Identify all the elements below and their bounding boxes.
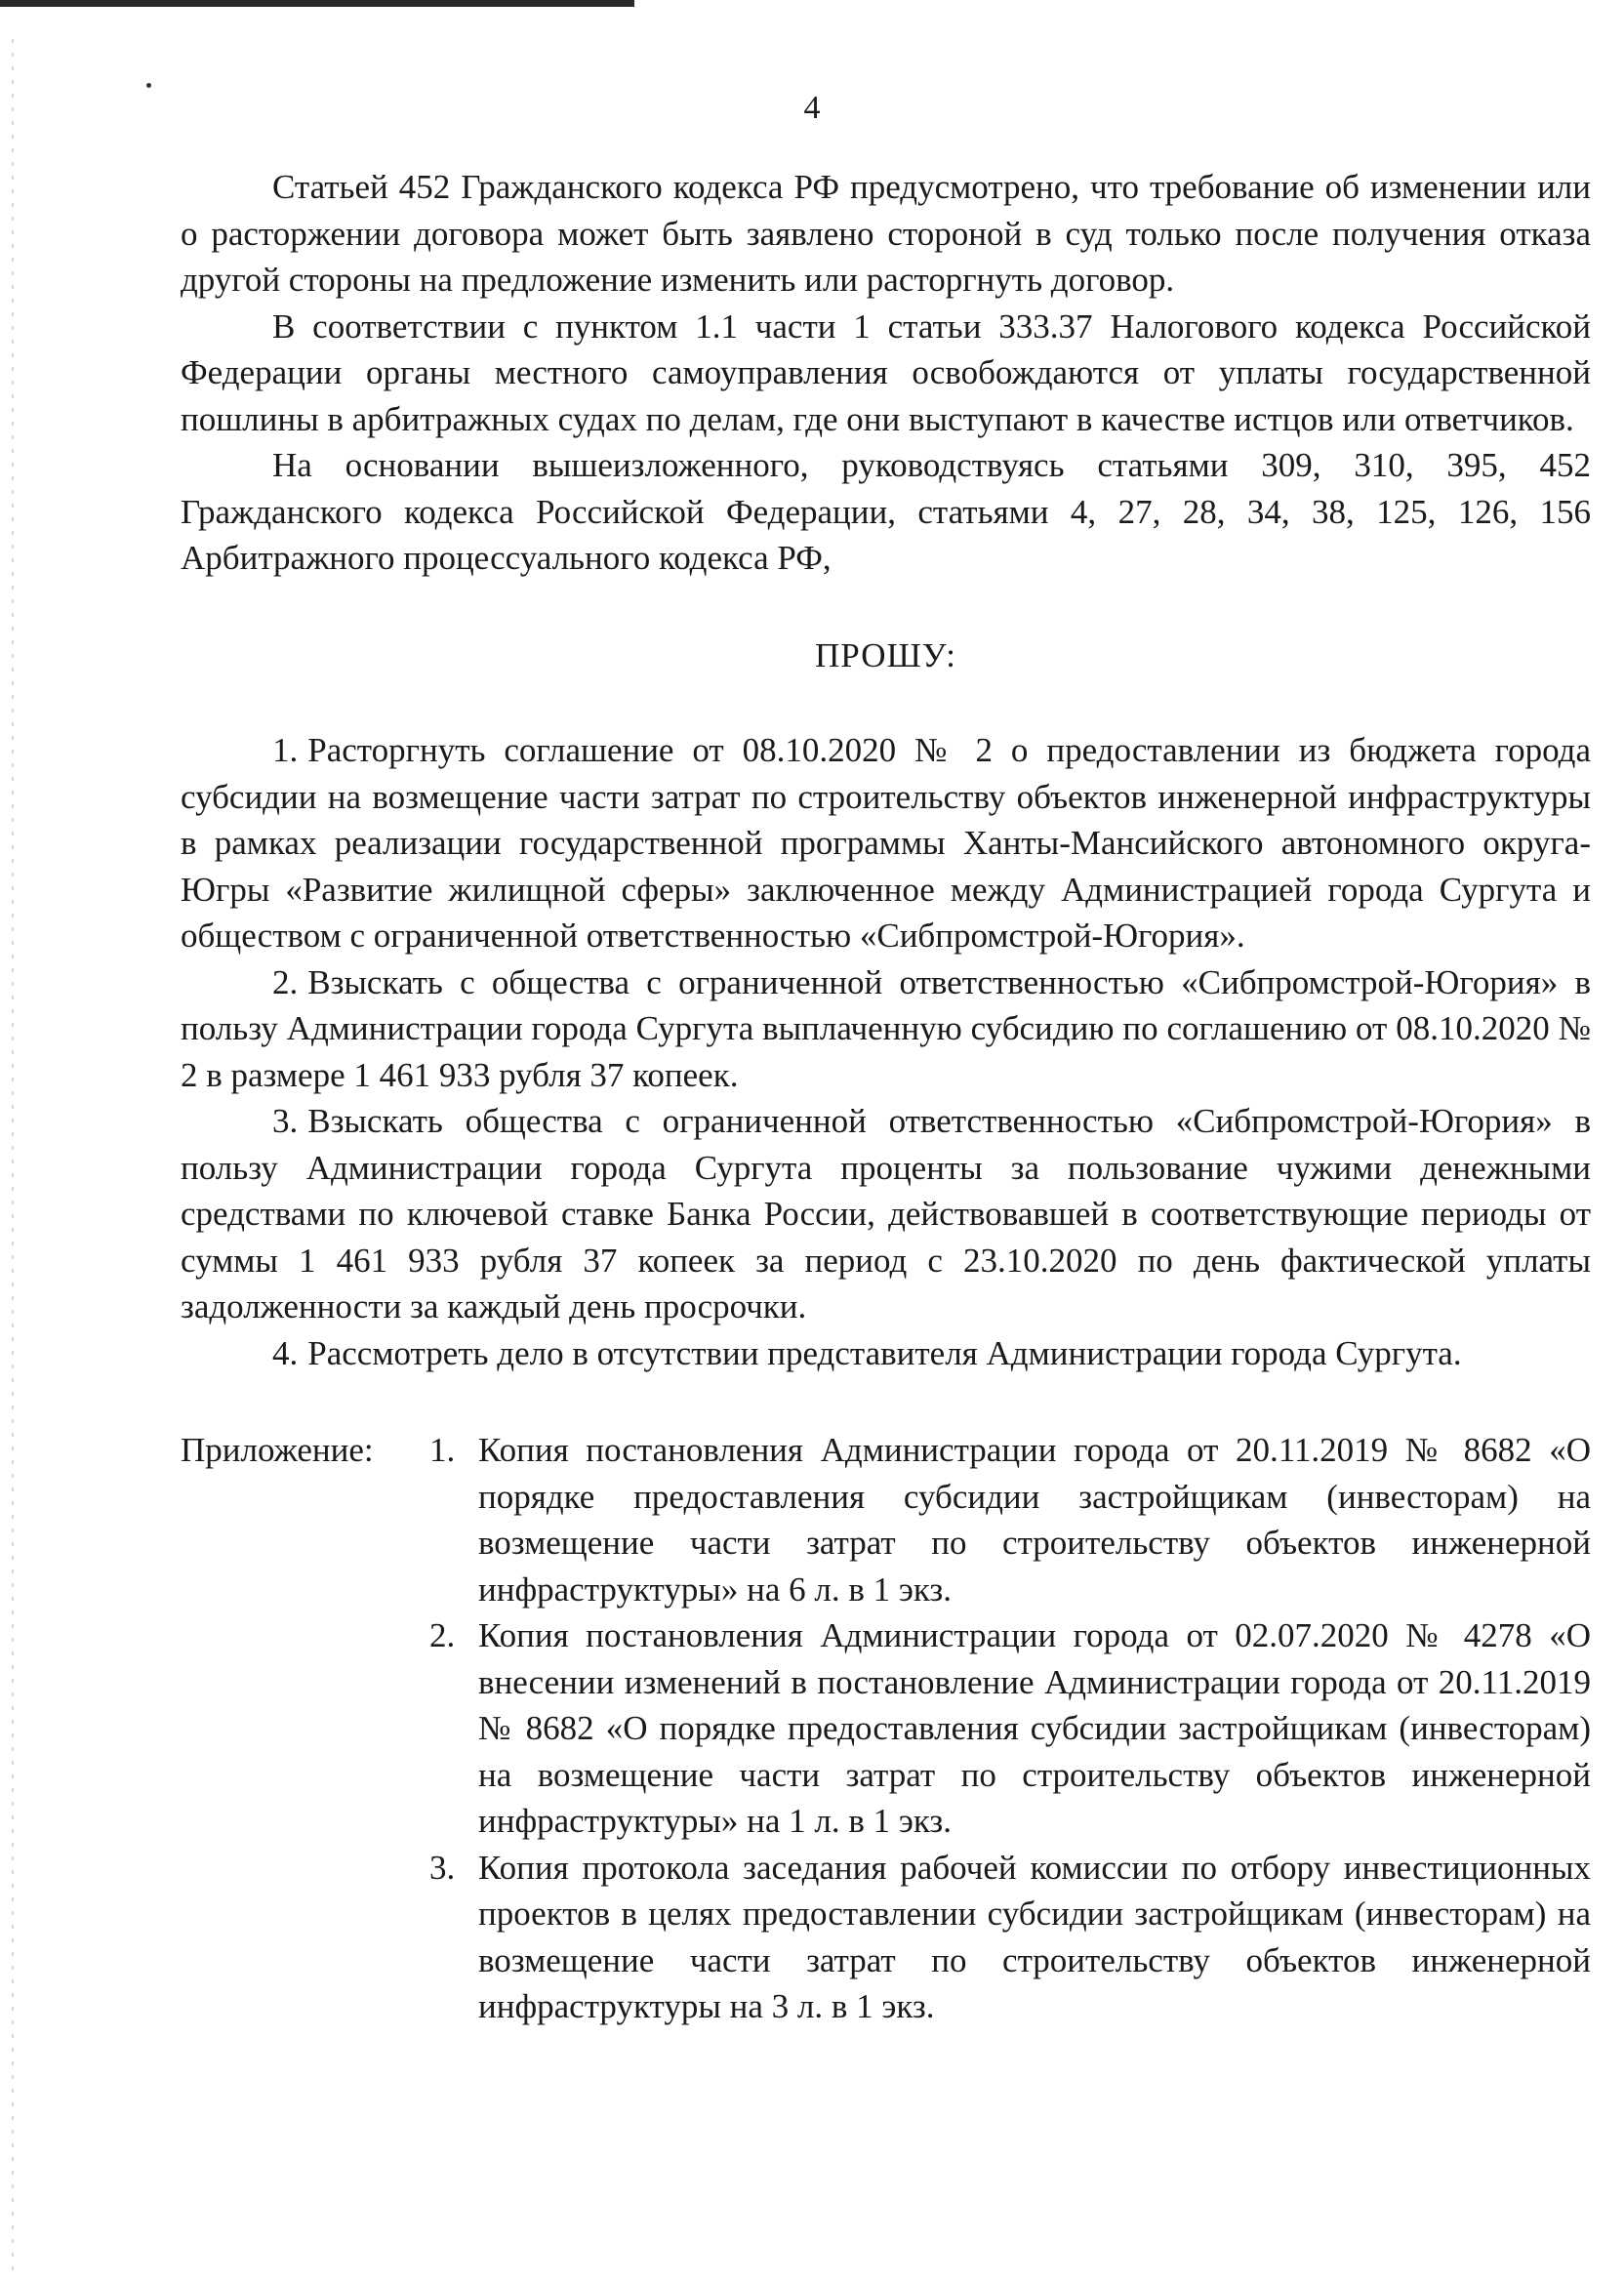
request-text: Взыскать общества с ограниченной ответственностью «Сибпромстрой-Югория» в пользу Администрации города Сургута проценты за пользование чужими денежными средствами по ключевой ставке Банка России, действовавшей в соответствующие периоды от суммы 1 461 933 рубля 37 копеек за период с 23.10.2020 по день фактической уплаты задолженности за каждый день просрочки. — [181, 1102, 1591, 1325]
attachment-item — [429, 1845, 1591, 2030]
attachment-text: Копия постановления Администрации города от 20.11.2019 № 8682 «О порядке предоставления субсидии застройщикам (инвесторам) на возмещение части затрат по строительству объектов инженерной инфраструктуры» на 6 л. в 1 экз. — [478, 1431, 1591, 1609]
attachment-number: 3. — [429, 1848, 456, 1887]
request-item — [181, 1330, 1591, 1377]
paragraph: Статьей 452 Гражданского кодекса РФ предусмотрено, что требование об изменении или о расторжении договора может быть заявлено стороной в суд только после получения отказа другой стороны на предложение изменить или расторгнуть договор. — [181, 168, 1591, 299]
attachment-number: 1. — [429, 1431, 456, 1469]
page-number: 4 — [803, 90, 821, 126]
attachment-number: 2. — [429, 1616, 456, 1654]
attachments-list — [429, 1427, 1591, 2030]
request-item — [181, 727, 1591, 959]
paragraph: В соответствии с пунктом 1.1 части 1 статьи 333.37 Налогового кодекса Российской Федерации органы местного самоуправления освобождаются от уплаты государственной пошлины в арбитражных судах по делам, где они выступают в качестве истцов или ответчиков. — [181, 306, 1591, 438]
attachments-label: Приложение: — [181, 1431, 374, 1469]
attachment-item — [429, 1612, 1591, 1845]
request-text: Рассмотреть дело в отсутствии представителя Администрации города Сургута. — [307, 1333, 1462, 1372]
request-number: 3. — [272, 1102, 299, 1140]
request-text: Расторгнуть соглашение от 08.10.2020 № 2 о предоставлении из бюджета города субсидии на возмещение части затрат по строительству объектов инженерной инфраструктуры в рамках реализации государственной программы Ханты-Мансийского автономного округа-Югры «Развитие жилищной сферы» заключенное между Администрацией города Сургута и обществом с ограниченной ответственностью «Сибпромстрой-Югория». — [181, 731, 1591, 955]
request-number: 4. — [272, 1333, 299, 1372]
attachments-section — [181, 1427, 1591, 2030]
request-number: 2. — [272, 962, 299, 1001]
scan-edge-left — [12, 39, 14, 2274]
request-item — [181, 1098, 1591, 1330]
request-heading: ПРОШУ: — [815, 635, 956, 674]
request-text: Взыскать с общества с ограниченной ответственностью «Сибпромстрой-Югория» в пользу Администрации города Сургута выплаченную субсидию по соглашению от 08.10.2020 № 2 в размере 1 461 933 рубля 37 копеек. — [181, 962, 1591, 1094]
request-number: 1. — [272, 731, 299, 769]
request-item — [181, 959, 1591, 1099]
paragraph: На основании вышеизложенного, руководствуясь статьями 309, 310, 395, 452 Гражданского кодекса Российской Федерации, статьями 4, 27, 28, 34, 38, 125, 126, 156 Арбитражного процессуального кодекса РФ, — [181, 446, 1591, 577]
attachment-text: Копия постановления Администрации города от 02.07.2020 № 4278 «О внесении изменений в постановление Администрации города от 20.11.2019 № 8682 «О порядке предоставления субсидии застройщикам (инвесторам) на возмещение части затрат по строительству объектов инженерной инфраструктуры» на 1 л. в 1 экз. — [478, 1616, 1591, 1840]
attachment-text: Копия протокола заседания рабочей комиссии по отбору инвестиционных проектов в целях предоставлении субсидии застройщикам (инвесторам) на возмещение части затрат по строительству объектов инженерной инфраструктуры на 3 л. в 1 экз. — [478, 1848, 1591, 2025]
document-body — [181, 164, 1591, 2030]
scan-speck — [146, 83, 151, 88]
attachment-item — [429, 1427, 1591, 1612]
scan-edge-top — [0, 0, 634, 7]
